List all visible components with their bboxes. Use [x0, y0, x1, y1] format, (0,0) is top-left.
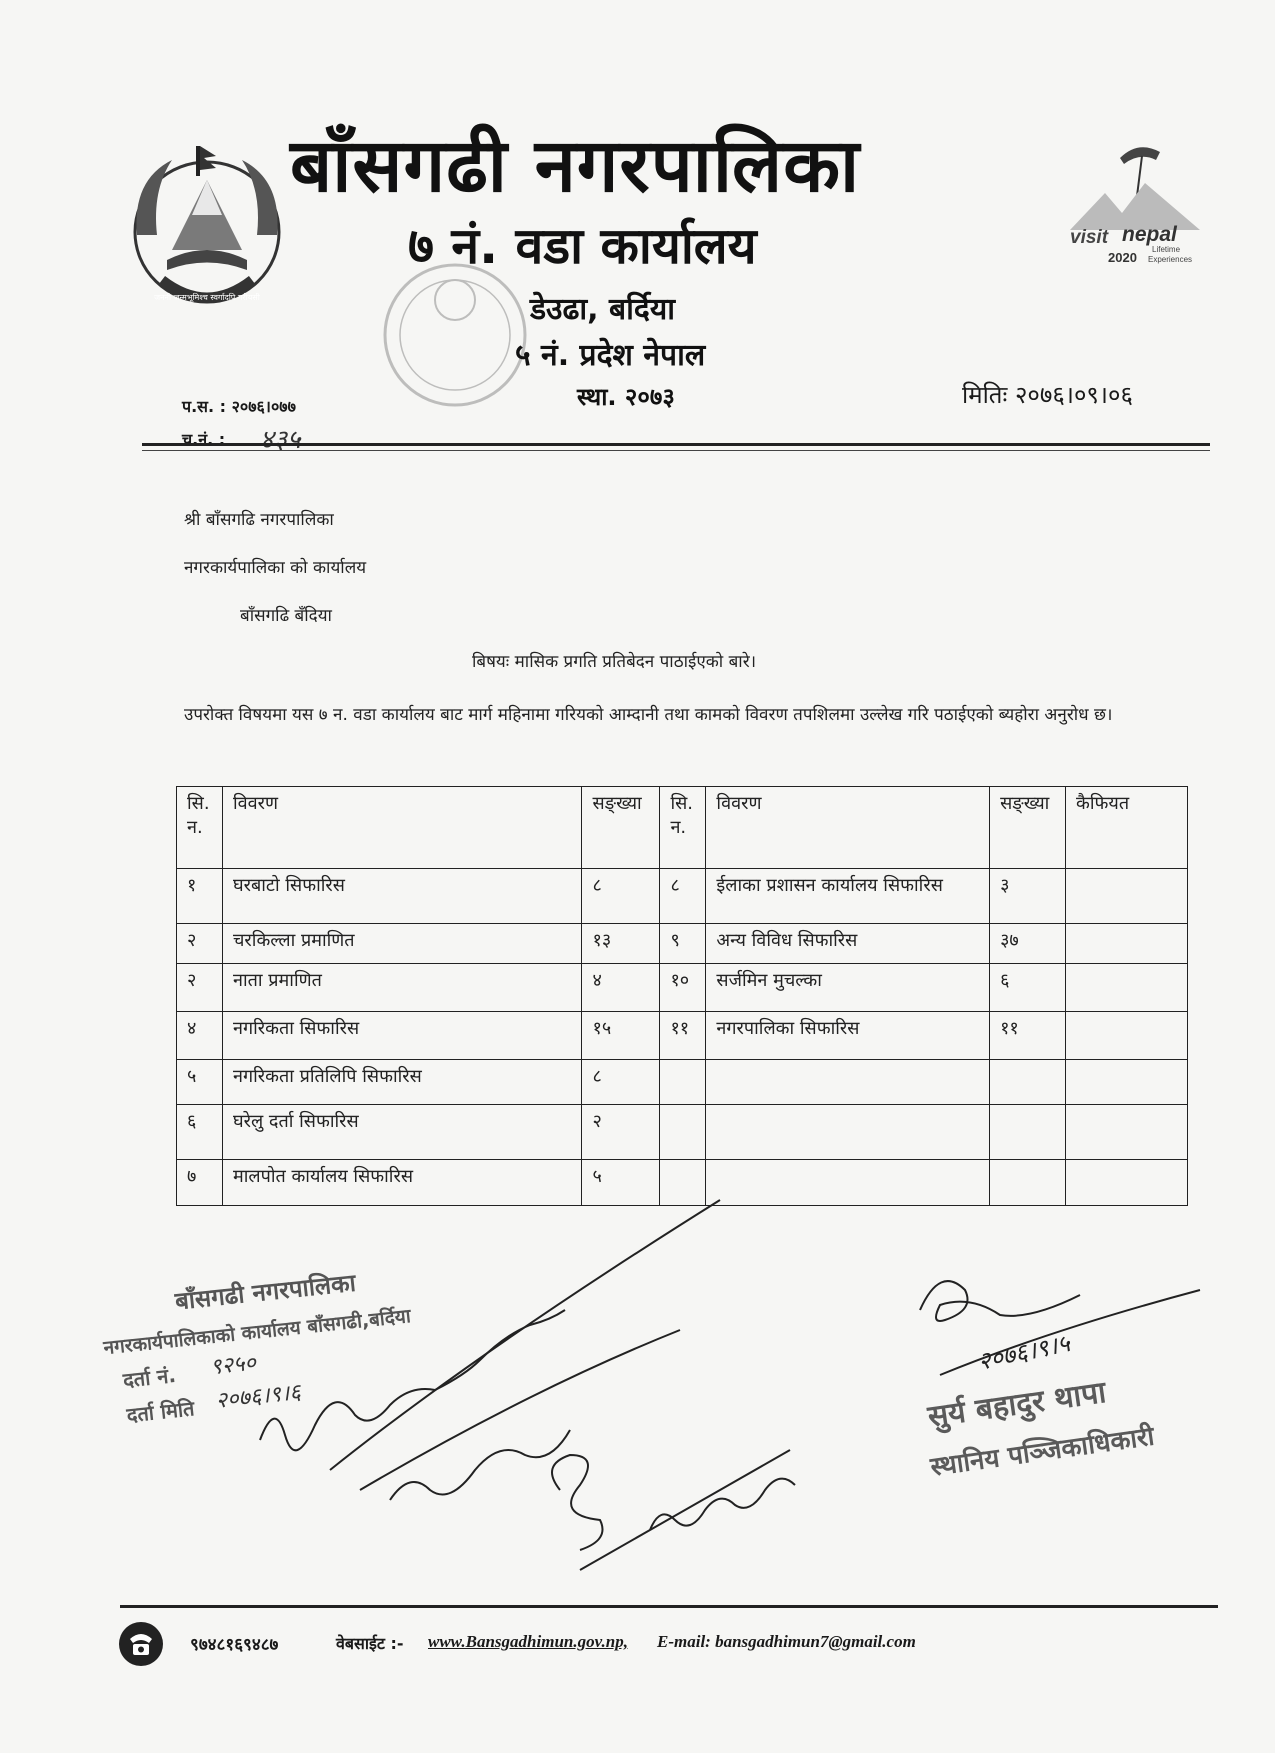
- cell-count: ४: [582, 964, 660, 1012]
- province-title: ५ नं. प्रदेश नेपाल: [515, 338, 706, 373]
- cell-sn: ५: [177, 1060, 223, 1105]
- cell-remarks: [1066, 1012, 1188, 1060]
- cell-sn-2: [660, 1060, 706, 1105]
- cell-desc-2: [706, 1060, 990, 1105]
- cell-sn-2: ८: [660, 869, 706, 924]
- header-count-2: सङ्ख्या: [990, 787, 1066, 869]
- signed-date: २०७६।९।५: [975, 1329, 1073, 1376]
- header-sn-2: सि. न.: [660, 787, 706, 869]
- cell-sn-2: ११: [660, 1012, 706, 1060]
- cell-count: २: [582, 1105, 660, 1160]
- cell-count-2: ११: [990, 1012, 1066, 1060]
- stamp-reg-no-label: दर्ता नं.: [121, 1362, 177, 1393]
- cell-count-2: [990, 1160, 1066, 1206]
- ward-office-title: ७ नं. वडा कार्यालय: [408, 217, 757, 275]
- chalani-number-handwritten: [258, 418, 338, 460]
- cell-sn-2: ९: [660, 924, 706, 964]
- table-row: [177, 964, 1188, 1012]
- municipality-title: बाँसगढी नगरपालिका: [290, 123, 861, 209]
- cell-desc-2: सर्जमिन मुचल्का: [706, 964, 990, 1012]
- addressee-line-2: नगरकार्यपालिका को कार्यालय: [184, 558, 367, 578]
- cell-count-2: [990, 1105, 1066, 1160]
- cell-desc: नगरिकता सिफारिस: [222, 1012, 581, 1060]
- footer-website-link[interactable]: www.Bansgadhimun.gov.np,: [428, 1632, 628, 1651]
- header-divider-thin: [142, 450, 1210, 451]
- cell-sn: २: [177, 964, 223, 1012]
- year-2020: 2020: [1108, 250, 1137, 265]
- visit-nepal-2020-logo: [1060, 138, 1210, 278]
- footer-phone-number: ९७४८१६९४८७: [190, 1635, 279, 1655]
- cell-count-2: ३: [990, 869, 1066, 924]
- visit-word: visit: [1070, 227, 1109, 248]
- cell-desc: नाता प्रमाणित: [222, 964, 581, 1012]
- patra-sankhya: प.स. : २०७६।०७७: [182, 397, 296, 416]
- stamp-reg-date-value: २०७६।९।६: [214, 1380, 302, 1414]
- cell-desc: घरबाटो सिफारिस: [222, 869, 581, 924]
- cell-remarks: [1066, 869, 1188, 924]
- stamp-reg-date-label: दर्ता मिति: [125, 1396, 196, 1428]
- cell-desc-2: ईलाका प्रशासन कार्यालय सिफारिस: [706, 869, 990, 924]
- header-remarks: कैफियत: [1066, 787, 1188, 869]
- header-desc: विवरण: [222, 787, 581, 869]
- cell-sn: २: [177, 924, 223, 964]
- nepal-emblem-logo: [112, 140, 302, 320]
- svg-text:४३५: ४३५: [260, 425, 301, 455]
- registrar-title-stamp: स्थानिय पञ्जिकाधिकारी: [928, 1421, 1157, 1483]
- stamp-reg-no-value: ९२५०: [208, 1350, 258, 1381]
- letter-body: उपरोक्त विषयमा यस ७ न. वडा कार्यालय बाट मार्ग महिनामा गरियको आम्दानी तथा कामको विवरण तपशिलमा उल्लेख गरि पठाईएको ब्यहोरा अनुरोध छ।: [184, 705, 1113, 725]
- cell-desc: घरेलु दर्ता सिफारिस: [222, 1105, 581, 1160]
- cell-remarks: [1066, 924, 1188, 964]
- emblem-caption: जननी जन्मभूमिश्च स्वर्गादपि गरीयसी: [154, 293, 260, 302]
- letter-subject: बिषयः मासिक प्रगति प्रतिबेदन पाठाईएको बारे।: [472, 652, 757, 672]
- phone-icon: [118, 1621, 164, 1667]
- table-header-row: [177, 787, 1188, 869]
- cell-desc-2: अन्य विविध सिफारिस: [706, 924, 990, 964]
- cell-remarks: [1066, 1105, 1188, 1160]
- addressee-line-3: बाँसगढि बँदिया: [240, 606, 332, 626]
- cell-desc-2: नगरपालिका सिफारिस: [706, 1012, 990, 1060]
- footer-divider: [120, 1605, 1218, 1608]
- footer-website-label: वेबसाईट :-: [336, 1634, 404, 1653]
- cell-sn: ६: [177, 1105, 223, 1160]
- header-count: सङ्ख्या: [582, 787, 660, 869]
- table-row: [177, 869, 1188, 924]
- header-sn: सि. न.: [177, 787, 223, 869]
- cell-remarks: [1066, 1160, 1188, 1206]
- stamp-municipality-name: बाँसगढी नगरपालिका: [173, 1268, 358, 1316]
- cell-count: ८: [582, 1060, 660, 1105]
- cell-desc: नगरिकता प्रतिलिपि सिफारिस: [222, 1060, 581, 1105]
- footer-email[interactable]: E-mail: bansgadhimun7@gmail.com: [657, 1632, 916, 1651]
- cell-sn-2: १०: [660, 964, 706, 1012]
- cell-sn-2: [660, 1105, 706, 1160]
- cell-count: १५: [582, 1012, 660, 1060]
- header-desc-2: विवरण: [706, 787, 990, 869]
- chalani-number-label: च.नं. :: [182, 430, 226, 449]
- cell-count: १३: [582, 924, 660, 964]
- cell-desc: चरकिल्ला प्रमाणित: [222, 924, 581, 964]
- handwritten-signatures: [230, 1190, 850, 1580]
- cell-remarks: [1066, 1060, 1188, 1105]
- table-row: [177, 1060, 1188, 1105]
- cell-sn: ७: [177, 1160, 223, 1206]
- cell-count-2: ३७: [990, 924, 1066, 964]
- established-year: स्था. २०७३: [577, 383, 675, 411]
- table-row: [177, 1105, 1188, 1160]
- table-row: [177, 1012, 1188, 1060]
- addressee-line-1: श्री बाँसगढि नगरपालिका: [184, 510, 334, 530]
- table-row: [177, 924, 1188, 964]
- nepal-word: nepal: [1122, 223, 1177, 246]
- header-divider: [142, 443, 1210, 446]
- cell-count: ८: [582, 869, 660, 924]
- lifetime-word: Lifetime: [1152, 245, 1181, 254]
- registrar-name-stamp: सुर्य बहादुर थापा: [925, 1374, 1109, 1435]
- cell-sn: १: [177, 869, 223, 924]
- cell-remarks: [1066, 964, 1188, 1012]
- cell-desc-2: [706, 1105, 990, 1160]
- cell-count-2: ६: [990, 964, 1066, 1012]
- cell-desc: मालपोत कार्यालय सिफारिस: [222, 1160, 581, 1206]
- experiences-word: Experiences: [1148, 255, 1193, 264]
- faint-ward-seal: [375, 255, 535, 415]
- stamp-office-line: नगरकार्यपालिकाको कार्यालय बाँसगढी,बर्दिया: [102, 1305, 412, 1360]
- cell-count: ५: [582, 1160, 660, 1206]
- cell-count-2: [990, 1060, 1066, 1105]
- place-title: डेउढा, बर्दिया: [530, 292, 675, 327]
- letter-date: मितिः २०७६।०९।०६: [962, 381, 1133, 409]
- cell-sn: ४: [177, 1012, 223, 1060]
- registrar-signature: [900, 1250, 1220, 1380]
- monthly-report-table: [176, 786, 1188, 1206]
